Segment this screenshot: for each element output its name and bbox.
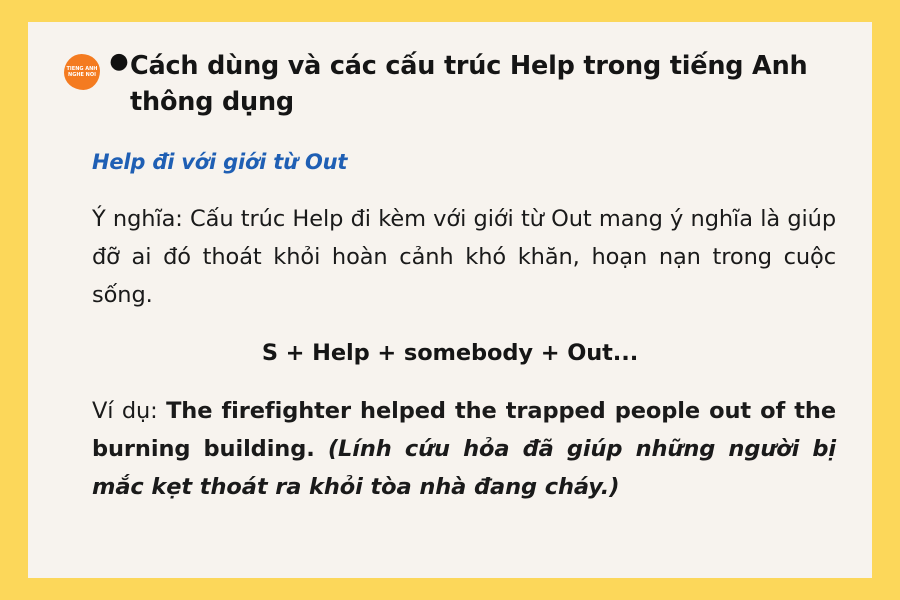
page-title: Cách dùng và các cấu trúc Help trong tiếng Anh thông dụng [130,51,808,117]
example-label: Ví dụ: [92,398,167,424]
structure-formula: S + Help + somebody + Out... [261,340,639,366]
meaning-paragraph: Ý nghĩa: Cấu trúc Help đi kèm với giới từ Out mang ý nghĩa là giúp đỡ ai đó thoát khỏi hoàn cảnh khó khăn, hoạn nạn trong cuộc sống. [92,206,836,308]
logo-text-line2: NGHE NOI [68,72,96,78]
example-vietnamese: (Lính cứu hỏa đã giúp những người bị mắc kẹt thoát ra khỏi tòa nhà đang cháy.) [92,436,836,500]
logo-text-line1: TIENG ANH [66,66,98,72]
tieng-anh-logo-icon [62,52,102,92]
content-card [28,22,872,578]
logo-text [62,52,102,92]
example-paragraph [92,392,836,506]
heading-row: TIENG ANH NGHE NOI ● Cách dùng và các cấu trúc Help trong tiếng Anh thông dụng [62,48,838,120]
section-subheading: Help đi với giới từ Out [92,150,348,174]
example-english: The firefighter helped the trapped people out of the burning building. [92,398,836,462]
